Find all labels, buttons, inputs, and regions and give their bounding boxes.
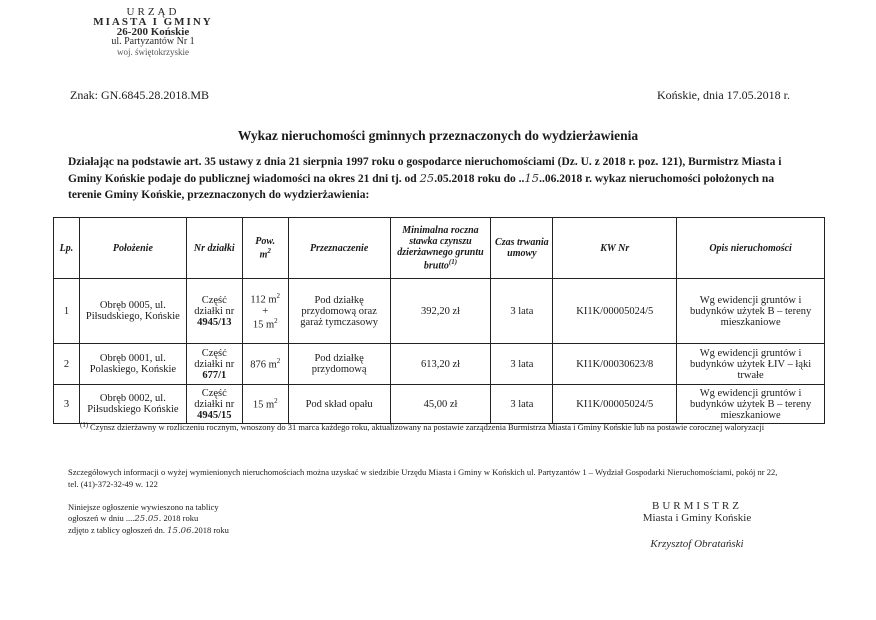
stamp-line: ul. Partyzantów Nr 1 — [111, 36, 195, 47]
cell-lp: 3 — [54, 385, 80, 424]
cell-area: 112 $m^2$ + 15 $m^2$ — [242, 279, 288, 344]
cell-plot-number: Część działki nr 4945/13 — [186, 279, 242, 344]
intro-paragraph — [68, 154, 788, 203]
cell-duration: 3 lata — [491, 385, 553, 424]
footnote-marker: (1) — [80, 421, 89, 429]
header-plot-number: Nr działki — [186, 218, 242, 279]
posting-line: ogłoszeń w dniu ....25.05. 2018 roku — [68, 513, 199, 524]
stamp-line: MIASTA I GMINY — [93, 16, 213, 28]
mayor-signature-stamp — [612, 500, 782, 550]
cell-rent: 392,20 zł — [390, 279, 491, 344]
signature-name: Krzysztof Obratański — [650, 538, 744, 550]
header-duration: Czas trwania umowy — [491, 218, 553, 279]
cell-purpose: Pod działkę przydomową oraz garaż tymczasowy — [288, 279, 390, 344]
cell-rent: 45,00 zł — [390, 385, 491, 424]
cell-rent: 613,20 zł — [390, 344, 491, 385]
posting-line: Niniejsze ogłoszenie wywieszono na tablicy — [68, 502, 219, 512]
header-area: Pow. $m^2$ — [242, 218, 288, 279]
handwritten-end-day: 15 — [524, 171, 540, 185]
intro-text: ..06.2018 r. wykaz nieruchomości położonych na terenie Gminy Końskie, przeznaczonych do wydzierżawienia: — [68, 173, 775, 201]
intro-text: Działając na podstawie art. 35 ustawy z dnia 21 sierpnia 1997 roku o gospodarce nieruchomościami (Dz. U. z 2018 r. poz. 121), Burmistrz Miasta i Gminy Końskie podaje do publicznej wiadomości na okres 21 dni tj. od — [68, 156, 782, 185]
table-row — [54, 385, 825, 424]
cell-location: Obręb 0002, ul. Piłsudskiego Końskie — [79, 385, 186, 424]
signature-office: Miasta i Gminy Końskie — [642, 512, 752, 524]
header-purpose: Przeznaczenie — [288, 218, 390, 279]
header-land-register: KW Nr — [553, 218, 677, 279]
property-table — [53, 217, 825, 424]
cell-location: Obręb 0005, ul. Piłsudskiego, Końskie — [79, 279, 186, 344]
document-title: Wykaz nieruchomości gminnych przeznaczonych do wydzierżawienia — [237, 128, 639, 143]
stamp-line: woj. świętokrzyskie — [117, 47, 189, 57]
footnote — [80, 421, 790, 433]
header-rent: Minimalna roczna stawka czynszu dzierżawnego gruntu brutto$^{(1)}$ — [390, 218, 491, 279]
table-row — [54, 279, 825, 344]
stamp-line: 26-200 Końskie — [116, 26, 190, 38]
footnote-text: Czynsz dzierżawny w rozliczeniu rocznym, wnoszony do 31 marca każdego roku, aktualizowany na postawie zarządzenia Burmistrza Miasta i Gminy Końskie lub na postawie corocznej waloryzacji — [90, 422, 765, 432]
cell-purpose: Pod działkę przydomową — [288, 344, 390, 385]
cell-land-register: KI1K/00005024/5 — [553, 385, 677, 424]
posting-line: zdjęto z tablicy ogłoszeń dn. 15.06.2018 roku — [68, 525, 229, 536]
cell-duration: 3 lata — [491, 279, 553, 344]
table-row — [54, 344, 825, 385]
cell-land-register: KI1K/00030623/8 — [553, 344, 677, 385]
contact-info: Szczegółowych informacji o wyżej wymienionych nieruchomościach można uzyskać w siedzibie Urzędu Miasta i Gminy w Końskich ul. Partyzantów 1 – Wydział Gospodarki Nieruchomościami, pokój nr 22, tel. (41)-372-32-49 w. 122 — [68, 467, 778, 489]
handwritten-posted-date: 25.05. — [134, 514, 162, 524]
cell-description: Wg ewidencji gruntów i budynków użytek ŁIV – łąki trwałe — [677, 344, 825, 385]
cell-lp: 2 — [54, 344, 80, 385]
cell-purpose: Pod skład opału — [288, 385, 390, 424]
cell-description: Wg ewidencji gruntów i budynków użytek B – tereny mieszkaniowe — [677, 385, 825, 424]
cell-land-register: KI1K/00005024/5 — [553, 279, 677, 344]
handwritten-removed-date: 15.06. — [167, 526, 195, 536]
cell-plot-number: Część działki nr 4945/15 — [186, 385, 242, 424]
office-stamp — [78, 7, 228, 57]
handwritten-start-day: 25 — [419, 171, 435, 185]
header-description: Opis nieruchomości — [677, 218, 825, 279]
cell-area: 15 $m^2$ — [242, 385, 288, 424]
cell-lp: 1 — [54, 279, 80, 344]
reference-number: Znak: GN.6845.28.2018.MB — [70, 88, 209, 102]
document-date: Końskie, dnia 17.05.2018 r. — [657, 88, 790, 102]
header-location: Położenie — [79, 218, 186, 279]
header-lp: Lp. — [54, 218, 80, 279]
posting-note — [68, 502, 368, 537]
table-header-row — [54, 218, 825, 279]
cell-description: Wg ewidencji gruntów i budynków użytek B – tereny mieszkaniowe — [677, 279, 825, 344]
cell-duration: 3 lata — [491, 344, 553, 385]
signature-title: BURMISTRZ — [652, 500, 742, 512]
stamp-line: URZĄD — [126, 6, 180, 18]
cell-area: 876 $m^2$ — [242, 344, 288, 385]
cell-location: Obręb 0001, ul. Polaskiego, Końskie — [79, 344, 186, 385]
intro-text: .05.2018 roku do .. — [434, 173, 525, 185]
cell-plot-number: Część działki nr 677/1 — [186, 344, 242, 385]
